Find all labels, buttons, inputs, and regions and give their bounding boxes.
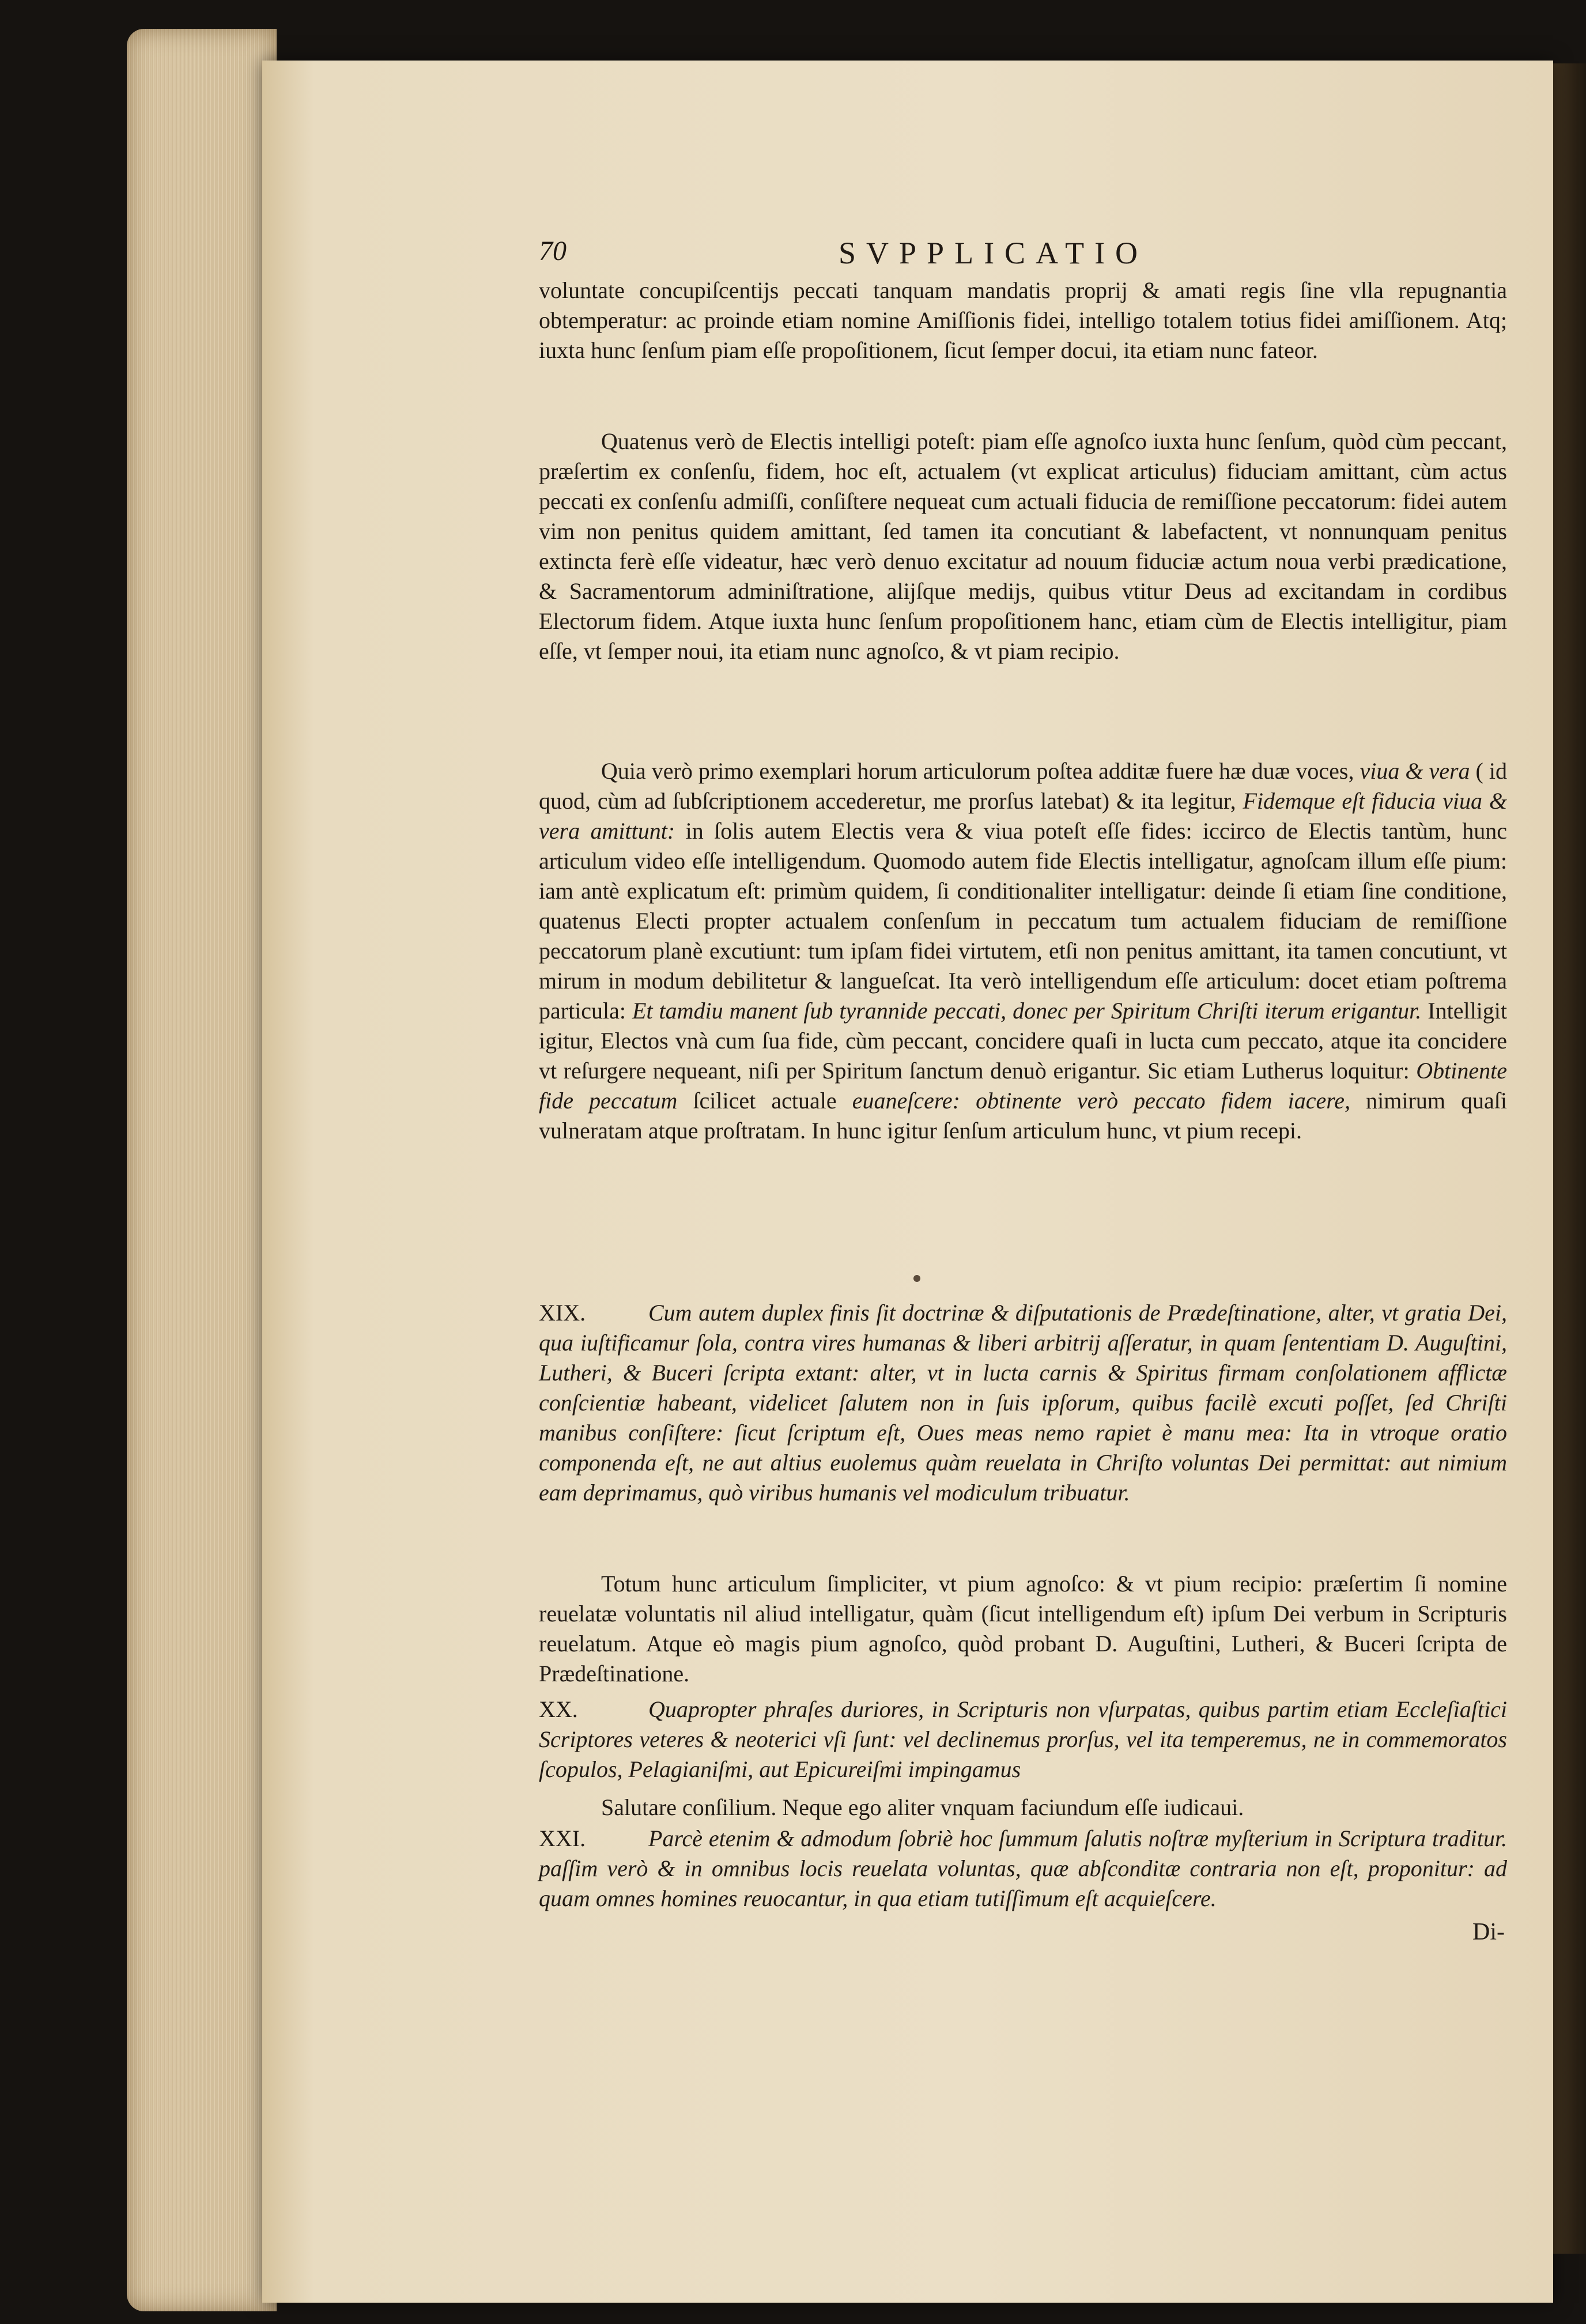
paragraph: Quatenus verò de Electis intelligi poteſt: piam eſſe agnoſco iuxta hunc ſenſum, quòd cùm peccant, præſertim ex conſenſu, fidem, hoc eſt, actualem (vt explicat articulus) fiduciam amittant, cùm actus peccati ex conſenſu admiſſi, conſiſtere nequeat cum actuali fiducia de remiſſione peccatorum: fidei autem vim non penitus quidem amittant, ſed tamen ita concutiant & labefactent, vt nonnunquam penitus extincta ferè eſſe videatur, hæc verò denuo excitatur ad nouum fiduciæ actum noua verbi prædicatione, & Sacramentorum adminiſtratione, alijſque medijs, quibus vtitur Deus ad excitandam in cordibus Electorum fidem. Atque iuxta hunc ſenſum propoſitionem hanc, etiam cùm de Electis intelligitur, piam eſſe, vt ſemper noui, ita etiam nunc agnoſco, & vt piam recipio. [539, 428, 1507, 664]
article-number: XXI. [539, 1825, 586, 1851]
running-title: SVPPLICATIO [839, 236, 1149, 270]
text-run: Quia verò primo exemplari horum articulorum poſtea additæ fuere hæ duæ voces, [601, 758, 1354, 784]
article-text: Quapropter phraſes duriores, in Scripturis non vſurpatas, quibus partim etiam Eccleſiaſtici Scriptores veteres & neoterici vſi ſunt: vel declinemus prorſus, vel ita temperemus, ne in commemoratos ſcopulos, Pelagianiſmi, aut Epicureiſmi impingamus [539, 1696, 1507, 1782]
book-page [262, 61, 1553, 2303]
running-head [539, 235, 1507, 272]
text-run: in ſolis autem Electis vera & viua poteſt eſſe fides: iccirco de Electis tantùm, hunc articulum video eſſe intelligendum. Quomodo autem fide Electis intelligatur, agnoſcam illum eſſe pium: iam antè explicatum eſt: primùm quidem, ſi conditionaliter intelligatur: deinde ſi etiam ſine conditione, quatenus Electi propter actualem conſenſum in peccatum tum actualem fiduciam de remiſſione peccatorum planè excutiunt: tum ipſam fidei virtutem, etſi non penitus amittant, ita tamen concutiunt, vt mirum in modum debilitetur & langueſcat. Ita verò intelligendum eſſe articulum: docet etiam poſtrema particula: [539, 818, 1508, 1024]
italic-run: euaneſcere: obtinente verò peccato fidem iacere, [852, 1088, 1351, 1114]
text-run: ( id quod, cùm ad ſubſcriptionem accederetur, me prorſus latebat) & ita legitur, [539, 758, 1507, 814]
article-number: XX. [539, 1696, 578, 1722]
catchword: Di- [1472, 1919, 1505, 1945]
italic-run: Fidemque eſt fiducia viua & vera amittunt: [539, 788, 1508, 844]
page-number: 70 [539, 236, 567, 266]
ink-dot [913, 1275, 920, 1282]
italic-run: viua & vera [1360, 758, 1470, 784]
italic-run: Et tamdiu manent ſub tyrannide peccati, donec per Spiritum Chriſti iterum erigantur. [632, 998, 1422, 1024]
paragraph: Totum hunc articulum ſimpliciter, vt pium agnoſco: & vt pium recipio: præſertim ſi nomine reuelatæ voluntatis nil aliud intelligatur, quàm (ſicut intelligendum eſt) ipſum Dei verbum in Scripturis reuelatum. Atque eò magis pium agnoſco, quòd probant D. Auguſtini, Lutheri, & Buceri ſcripta de Prædeſtinatione. [539, 1571, 1507, 1687]
text-run: Intelligit igitur, Electos vnà cum ſua fide, cùm peccant, concidere quaſi in lucta cum peccato, atque ita concidere vt reſurgere nequeant, niſi per Spiritum ſanctum denuò erigantur. Sic etiam Lutherus loquitur: [539, 998, 1508, 1084]
paragraph [539, 756, 1507, 1146]
article-text: Parcè etenim & admodum ſobriè hoc ſummum ſalutis noſtræ myſterium in Scriptura traditur. paſſim verò & in omnibus locis reuelata voluntas, quæ abſconditæ contraria non eſt, proponitur: ad quam omnes homines reuocantur, in qua etiam tutiſſimum eſt acquieſcere. [539, 1825, 1507, 1911]
text-run: ſcilicet actuale [693, 1088, 837, 1114]
paragraph: voluntate concupiſcentijs peccati tanquam mandatis proprij & amati regis ſine vlla repugnantia obtemperatur: ac proinde etiam nomine Amiſſionis fidei, intelligo totalem totius fidei amiſſionem. Atq; iuxta hunc ſenſum piam eſſe propoſitionem, ſicut ſemper docui, ita etiam nunc fateor. [539, 277, 1507, 363]
article-21 [539, 1824, 1507, 1914]
book-page-edges [127, 29, 277, 2311]
article-number: XIX. [539, 1300, 586, 1326]
italic-run: Obtinente fide peccatum [539, 1058, 1507, 1114]
article-20 [539, 1695, 1507, 1784]
article-19 [539, 1298, 1507, 1508]
text-run: nimirum quaſi vulneratam atque proſtratam. In hunc igitur ſenſum articulum hunc, vt pium recepi. [539, 1088, 1508, 1144]
article-text: Cum autem duplex finis ſit doctrinæ & diſputationis de Prædeſtinatione, alter, vt gratia Dei, qua iuſtificamur ſola, contra vires humanas & liberi arbitrij aſſeratur, in quam ſententiam D. Auguſtini, Lutheri, & Buceri ſcripta extant: alter, vt in lucta carnis & Spiritus firmam conſolationem afflictæ conſcientiæ habeant, videlicet ſalutem non in ſuis ipſorum, quibus facilè excuti poſſet, ſed Chriſti manibus conſiſtere: ſicut ſcriptum eſt, Oues meas nemo rapiet è manu mea: Ita in vtroque oratio componenda eſt, ne aut altius euolemus quàm reuelata in Chriſto voluntas Dei permittat: aut nimium eam deprimamus, quò viribus humanis vel modiculum tribuatur. [539, 1300, 1507, 1506]
paragraph: Salutare conſilium. Neque ego aliter vnquam faciundum eſſe iudicaui. [601, 1794, 1244, 1820]
